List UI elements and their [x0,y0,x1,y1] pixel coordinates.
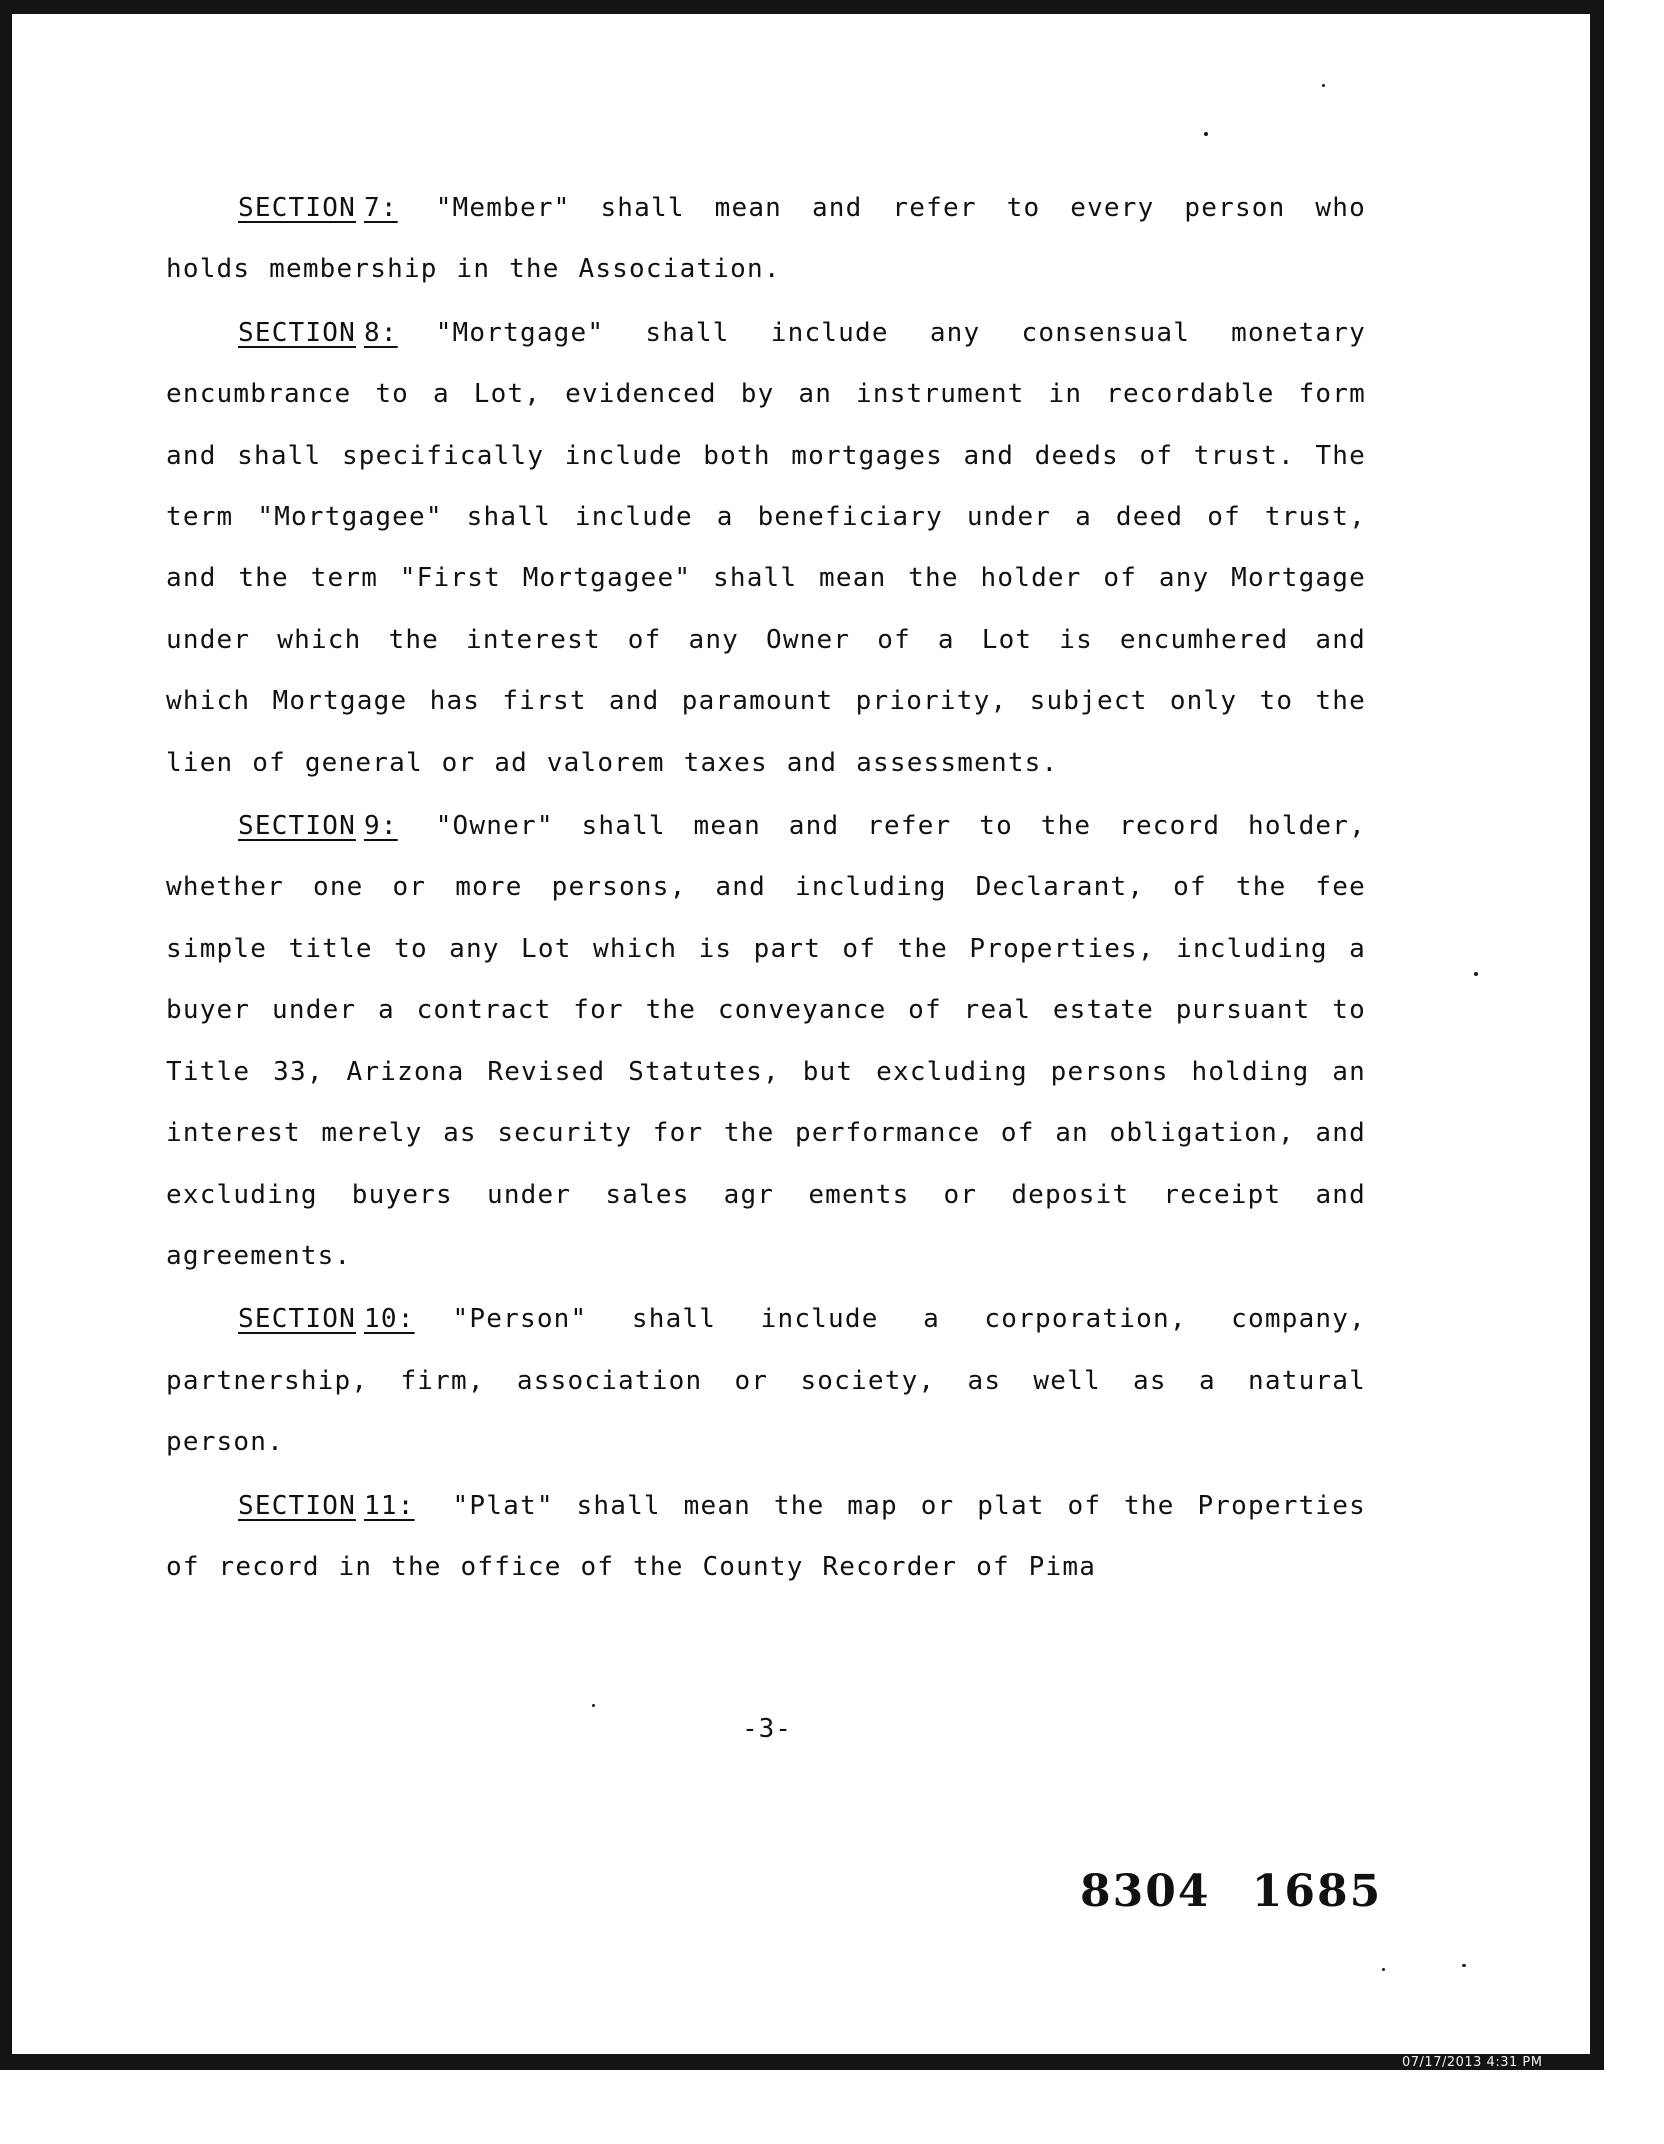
scan-speck [1322,84,1325,87]
section-11-paragraph [166,1476,1366,1599]
section-heading: SECTION [238,811,356,842]
scan-speck [1382,1968,1385,1971]
section-number: 7: [363,193,398,223]
section-number: 11: [363,1490,415,1521]
section-text: "Person" shall include a corporation, company, partnership, firm, association or society, as well as a natural person. [166,1304,1366,1458]
document-body [166,178,1366,1600]
section-heading: SECTION [238,193,356,223]
section-number: 8: [363,317,398,348]
record-stamp: 8304 1685 [1080,1866,1383,1917]
scan-speck [592,1704,595,1707]
scan-speck [1474,972,1478,976]
section-number: 10: [363,1304,415,1335]
section-10-paragraph [166,1289,1366,1473]
section-text: "Owner" shall mean and refer to the record holder, whether one or more persons, and including Declarant, of the fee simple title to any Lot which is part of the Properties, including a buyer under a contract for the conveyance of real estate pursuant to Title 33, Arizona Revised Statutes, but excluding persons holding an interest merely as security for the performance of an obligation, and excluding buyers under sales agr ements or deposit receipt and agreements. [166,811,1366,1271]
section-text: "Member" shall mean and refer to every person who holds membership in the Association. [166,193,1366,285]
section-number: 9: [363,811,398,842]
page-number: -3- [742,1714,792,1744]
section-7-paragraph [166,178,1366,301]
section-heading: SECTION [238,1490,356,1521]
scan-timestamp: 07/17/2013 4:31 PM [1402,2055,1543,2070]
scan-speck [1462,1964,1466,1967]
section-8-paragraph [166,303,1366,794]
scan-speck [1204,132,1208,136]
section-heading: SECTION [238,1304,356,1335]
section-9-paragraph [166,796,1366,1287]
section-heading: SECTION [238,317,356,348]
section-text: "Mortgage" shall include any consensual monetary encumbrance to a Lot, evidenced by an instrument in recordable form and shall specifically include both mortgages and deeds of trust. The term "Mortgagee" shall include a beneficiary under a deed of trust, and the term "First Mortgagee" shall mean the holder of any Mortgage under which the interest of any Owner of a Lot is encumhered and which Mortgage has first and paramount priority, subject only to the lien of general or ad valorem taxes and assessments. [166,317,1366,778]
section-text: "Plat" shall mean the map or plat of the Properties of record in the office of the County Recorder of Pima [166,1490,1366,1582]
